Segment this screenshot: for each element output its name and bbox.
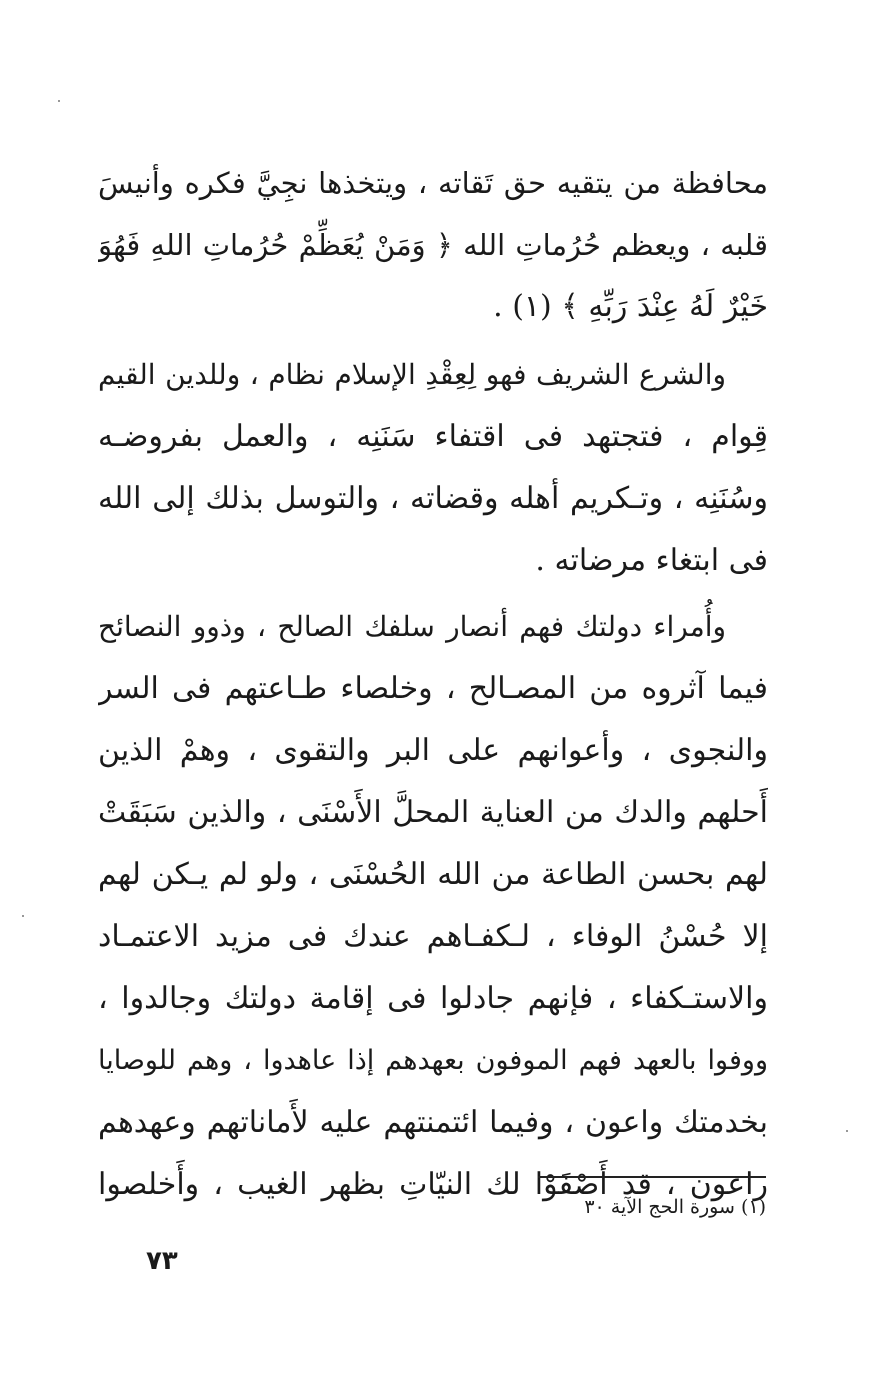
paragraph-1 xyxy=(98,152,768,338)
footnote: (١) سورة الحج الآية ٣٠ xyxy=(584,1196,766,1218)
text-line: وأُمراء دولتك فهم أنصار سلفك الصالح ، وذوو النصائح xyxy=(98,610,726,643)
text-line: محافظة من يتقيه حق تَقاته ، ويتخذها نجِيَّ فكره وأنيسَ xyxy=(98,166,768,200)
text-line: لهم بحسن الطاعة من الله الحُسْنَى ، ولو لم يـكن لهم xyxy=(98,857,768,892)
footnote-separator xyxy=(538,1176,766,1178)
text-line: راعون ، قد أَصْفَوْا لك النيّاتِ بظهر الغيب ، وأَخلصوا xyxy=(98,1167,768,1202)
text-line: والشرع الشريف فهو لِعِقْدِ الإسلام نظام ، وللدين القيم xyxy=(98,358,726,391)
text-line: قِوام ، فتجتهد فى اقتفاء سَنَنِه ، والعمل بفروضـه xyxy=(98,419,768,454)
text-line: فى ابتغاء مرضاته . xyxy=(535,543,768,578)
page-number: ٧٣ xyxy=(146,1246,178,1276)
text-line: والنجوى ، وأعوانهم على البر والتقوى ، وهمْ الذين xyxy=(98,733,768,768)
text-line: أَحلهم والدك من العناية المحلَّ الأَسْنَى ، والذين سَبَقَتْ xyxy=(98,795,768,830)
text-line: وسُنَنِه ، وتـكريم أهله وقضاته ، والتوسل بذلك إلى الله xyxy=(98,481,768,516)
text-line: ووفوا بالعهد فهم الموفون بعهدهم إذا عاهدوا ، وهم للوصايا xyxy=(98,1045,768,1076)
text-line: خَيْرٌ لَهُ عِنْدَ رَبِّهِ ﴾ (١) . xyxy=(493,289,768,324)
text-line: والاستـكفاء ، فإنهم جادلوا فى إقامة دولتك وجالدوا ، xyxy=(98,981,768,1016)
paragraph-3 xyxy=(98,596,768,1216)
scan-speck xyxy=(846,1130,848,1132)
scan-speck xyxy=(58,100,60,102)
text-line: فيما آثروه من المصـالح ، وخلصاء طـاعتهم فى السر xyxy=(98,671,768,706)
text-line: إلا حُسْنُ الوفاء ، لـكفـاهم عندك فى مزيد الاعتمـاد xyxy=(98,919,768,954)
paragraph-2 xyxy=(98,344,768,592)
scan-speck xyxy=(22,915,24,917)
text-line: قلبه ، ويعظم حُرُماتِ الله ﴿ وَمَنْ يُعَظِّمْ حُرُماتِ اللهِ فَهُوَ xyxy=(98,228,768,262)
text-line: بخدمتك واعون ، وفيما ائتمنتهم عليه لأَماناتهم وعهدهم xyxy=(98,1105,768,1140)
